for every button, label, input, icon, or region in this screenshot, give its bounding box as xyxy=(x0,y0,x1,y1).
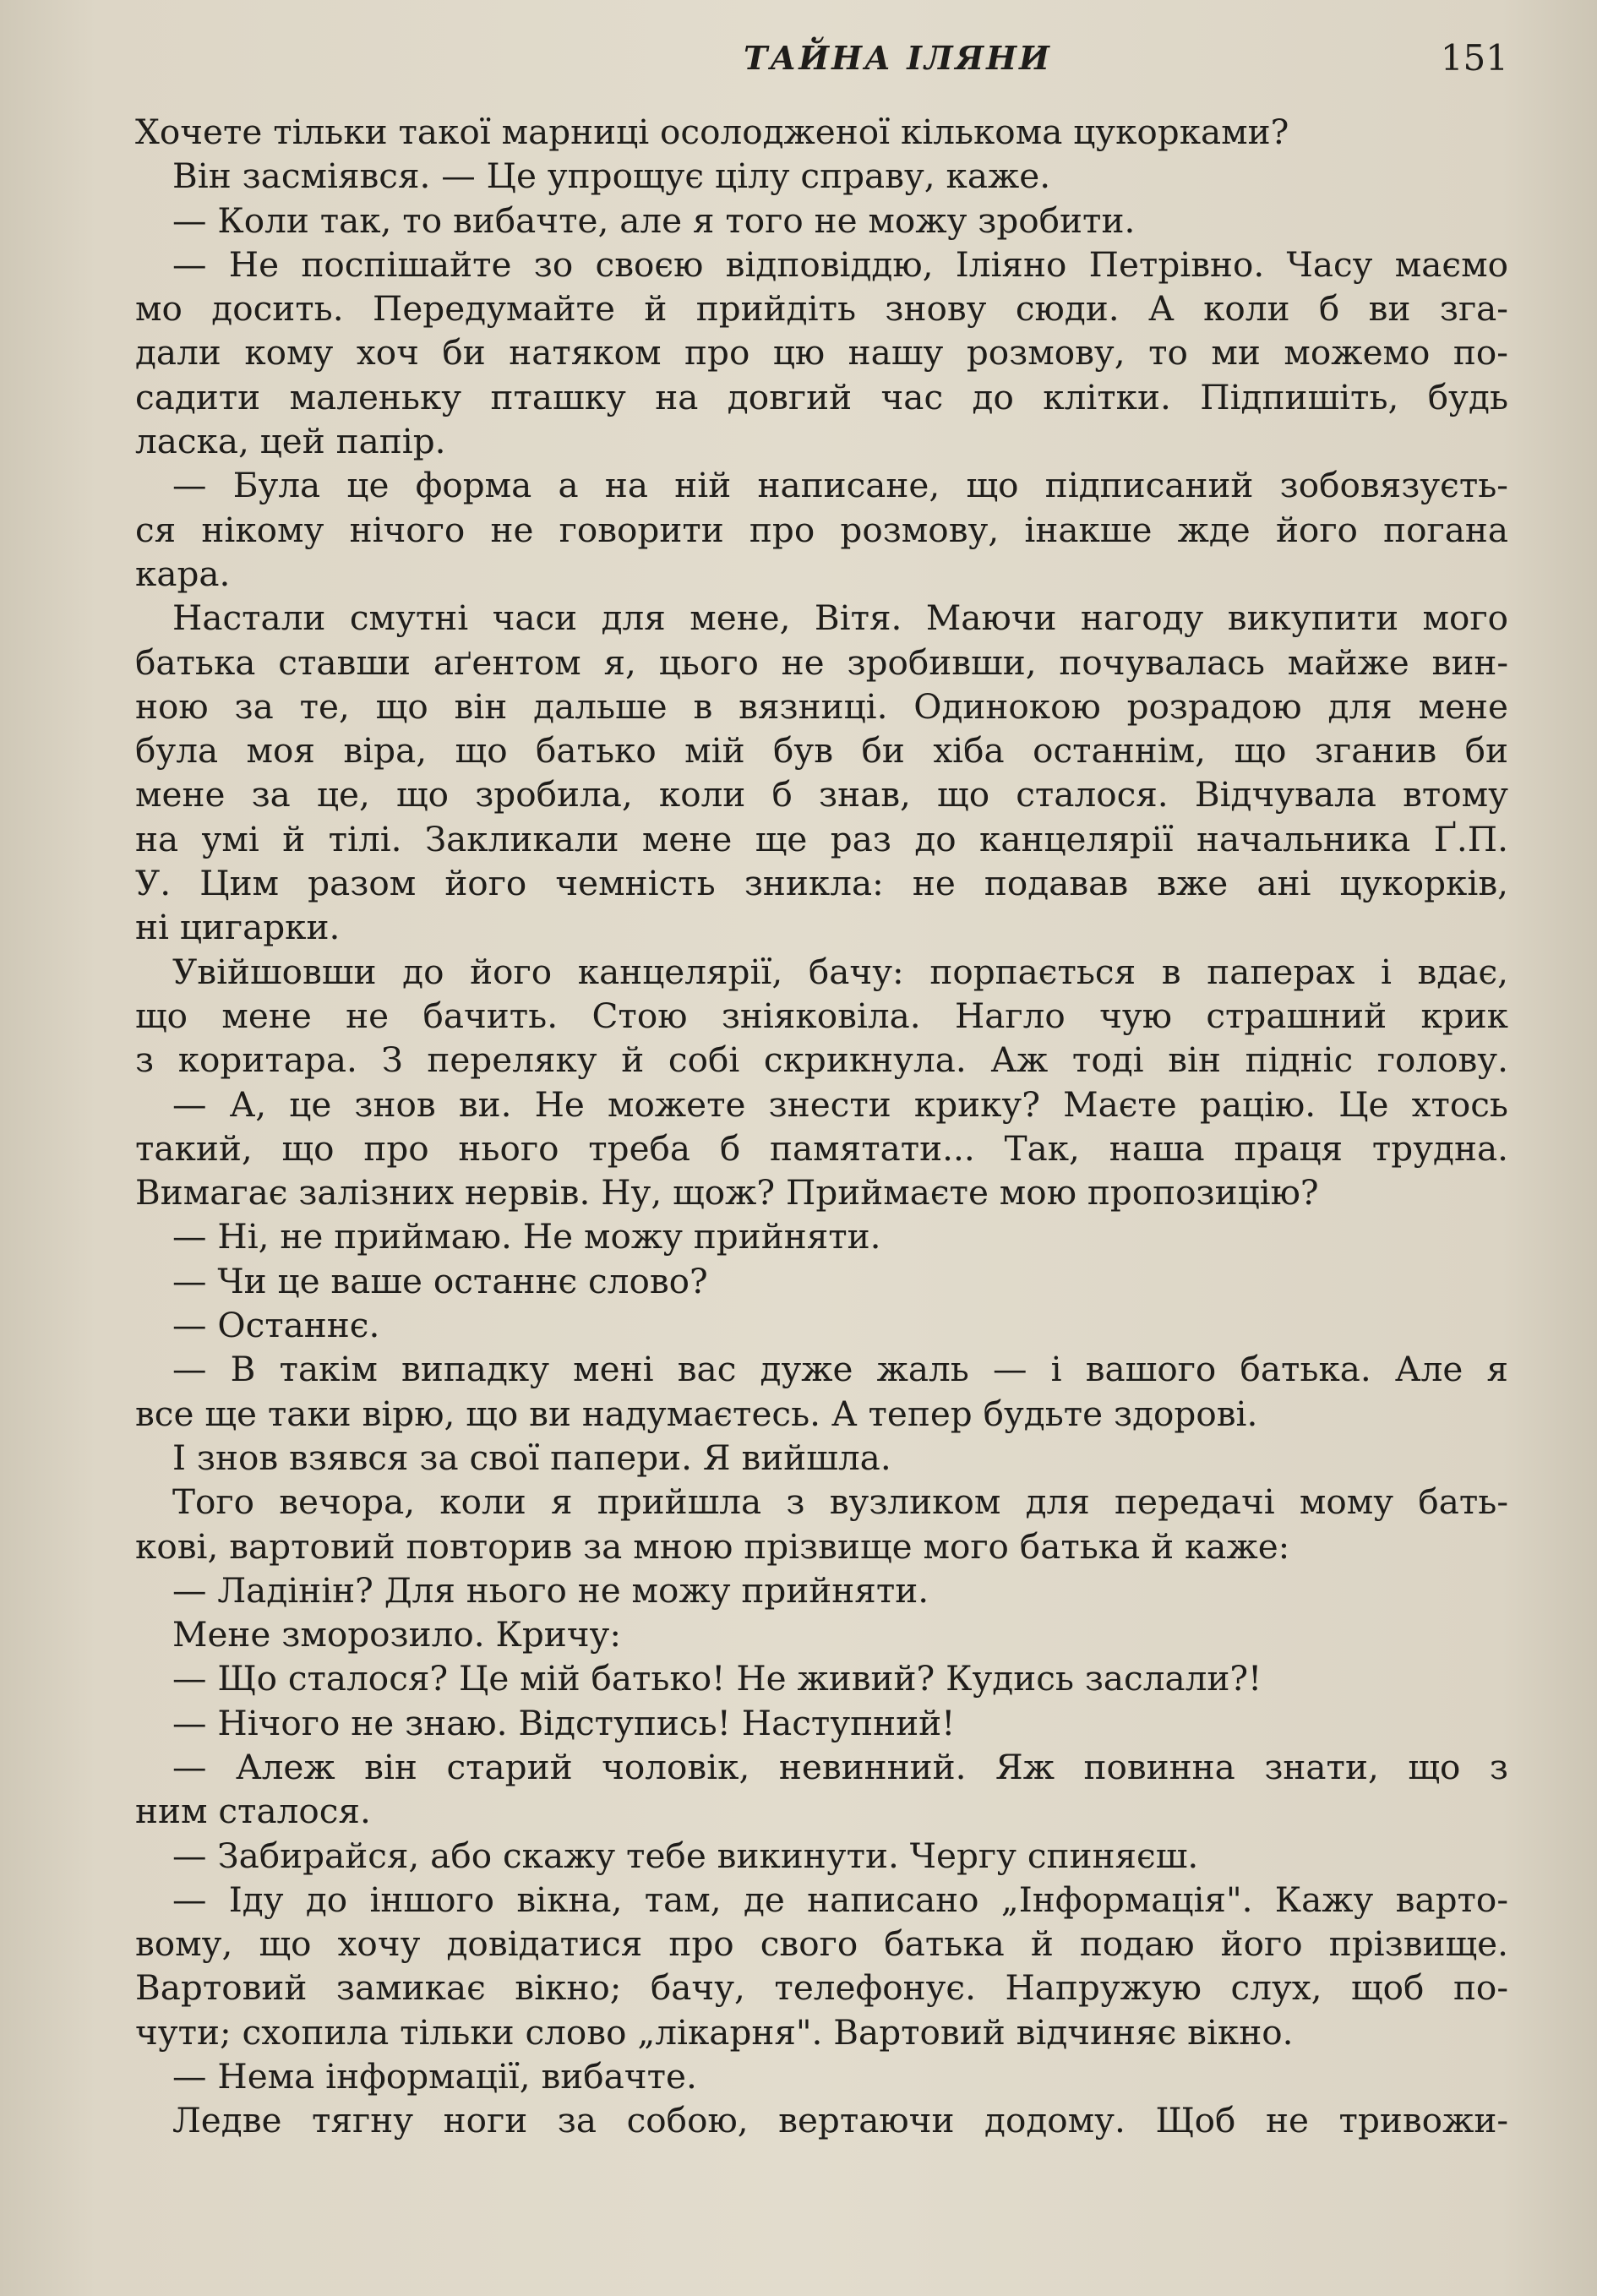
text-line: — Нема інформації, вибачте. xyxy=(172,2056,697,2097)
text-line: ся нікому нічого не говорити про розмову, інакше жде його погана xyxy=(135,509,1508,550)
text-line: Вимагає залізних нервів. Ну, щож? Приймаєте мою пропозицію? xyxy=(135,1172,1319,1213)
text-line: що мене не бачить. Стою зніяковіла. Нагло чую страшний крик xyxy=(135,995,1508,1036)
text-line: садити маленьку пташку на довгий час до клітки. Підпишіть, будь xyxy=(135,376,1508,417)
text-line: — Коли так, то вибачте, але я того не можу зробити. xyxy=(172,199,1136,241)
text-line: Мене зморозило. Кричу: xyxy=(172,1614,622,1655)
text-line: була моя віра, що батько мій був би хіба останнім, що зганив би xyxy=(135,730,1508,772)
text-line: — Чи це ваше останнє слово? xyxy=(172,1260,708,1301)
text-line: У. Цим разом його чемність зникла: не подавав вже ані цукорків, xyxy=(135,863,1508,904)
text-line: ні цигарки. xyxy=(135,907,341,948)
text-line: Ледве тягну ноги за собою, вертаючи додому. Щоб не тривожи- xyxy=(172,2100,1508,2141)
text-line: — Була це форма а на ній написане, що підписаний зобовязуєть- xyxy=(172,465,1508,506)
text-line: — Що сталося? Це мій батько! Не живий? Кудись заслали?! xyxy=(172,1658,1262,1699)
text-line: чути; схопила тільки слово „лікарня". Вартовий відчиняє вікно. xyxy=(135,2011,1294,2053)
text-line: з коритара. З переляку й собі скрикнула. Аж тоді він підніс голову. xyxy=(135,1039,1508,1081)
text-line: Хочете тільки такої марниці осолодженої кількома цукорками? xyxy=(135,112,1289,152)
text-line: І знов взявся за свої папери. Я вийшла. xyxy=(172,1437,891,1478)
body-text xyxy=(135,110,1508,2143)
text-line: ною за те, що він дальше в вязниці. Одинокою розрадою для мене xyxy=(135,685,1508,727)
text-line: Він засміявся. — Це упрощує цілу справу, каже. xyxy=(172,155,1051,197)
text-line: — Ні, не приймаю. Не можу прийняти. xyxy=(172,1216,881,1257)
text-line: Вартовий замикає вікно; бачу, телефонує. Напружую слух, щоб по- xyxy=(135,1967,1508,2009)
text-line: все ще таки вірю, що ви надумаєтесь. А тепер будьте здорові. xyxy=(135,1393,1258,1434)
text-line: кара. xyxy=(135,553,231,594)
running-head xyxy=(135,34,1508,85)
text-line: Того вечора, коли я прийшла з вузликом для передачі мому бать- xyxy=(172,1481,1508,1523)
text-line: — Останнє. xyxy=(172,1305,380,1346)
text-line: дали кому хоч би натяком про цю нашу розмову, то ми можемо по- xyxy=(135,332,1508,374)
running-title: ТАЙНА ІЛЯНИ xyxy=(744,39,1052,77)
text-line: Настали смутні часи для мене, Вітя. Маючи нагоду викупити мого xyxy=(172,597,1508,639)
text-line: — Забирайся, або скажу тебе викинути. Чергу спиняєш. xyxy=(172,1835,1199,1876)
text-line: — А, це знов ви. Не можете знести крику? Маєте рацію. Це хтось xyxy=(172,1083,1508,1125)
text-line: — Алеж він старий чоловік, невинний. Яж повинна знати, що з xyxy=(172,1746,1508,1787)
page-number: 151 xyxy=(1440,37,1508,79)
text-line: на умі й тілі. Закликали мене ще раз до канцелярії начальника Ґ.П. xyxy=(135,818,1508,859)
text-line: такий, що про нього треба б памятати... Так, наша праця трудна. xyxy=(135,1127,1508,1169)
text-line: мене за це, що зробила, коли б знав, що сталося. Відчувала втому xyxy=(135,774,1508,815)
text-line: вому, що хочу довідатися про свого батька й подаю його прізвище. xyxy=(135,1923,1508,1965)
text-line: — Іду до іншого вікна, там, де написано „Інформація". Кажу варто- xyxy=(172,1879,1508,1920)
text-line: — Не поспішайте зо своєю відповіддю, Іліяно Петрівно. Часу маємо xyxy=(172,243,1508,285)
text-line: мо досить. Передумайте й прийдіть знову сюди. А коли б ви зга- xyxy=(135,288,1508,330)
text-line: ним сталося. xyxy=(135,1791,371,1832)
text-line: — Ладінін? Для нього не можу прийняти. xyxy=(172,1569,929,1611)
text-line: — В такім випадку мені вас дуже жаль — і вашого батька. Але я xyxy=(172,1349,1508,1390)
text-line: кові, вартовий повторив за мною прізвище мого батька й каже: xyxy=(135,1525,1290,1567)
text-line: Увійшовши до його канцелярії, бачу: порпається в паперах і вдає, xyxy=(172,951,1508,992)
text-line: ласка, цей папір. xyxy=(135,421,446,462)
text-line: — Нічого не знаю. Відступись! Наступний! xyxy=(172,1702,956,1743)
text-line: батька ставши аґентом я, цього не зробивши, почувалась майже вин- xyxy=(135,641,1508,683)
